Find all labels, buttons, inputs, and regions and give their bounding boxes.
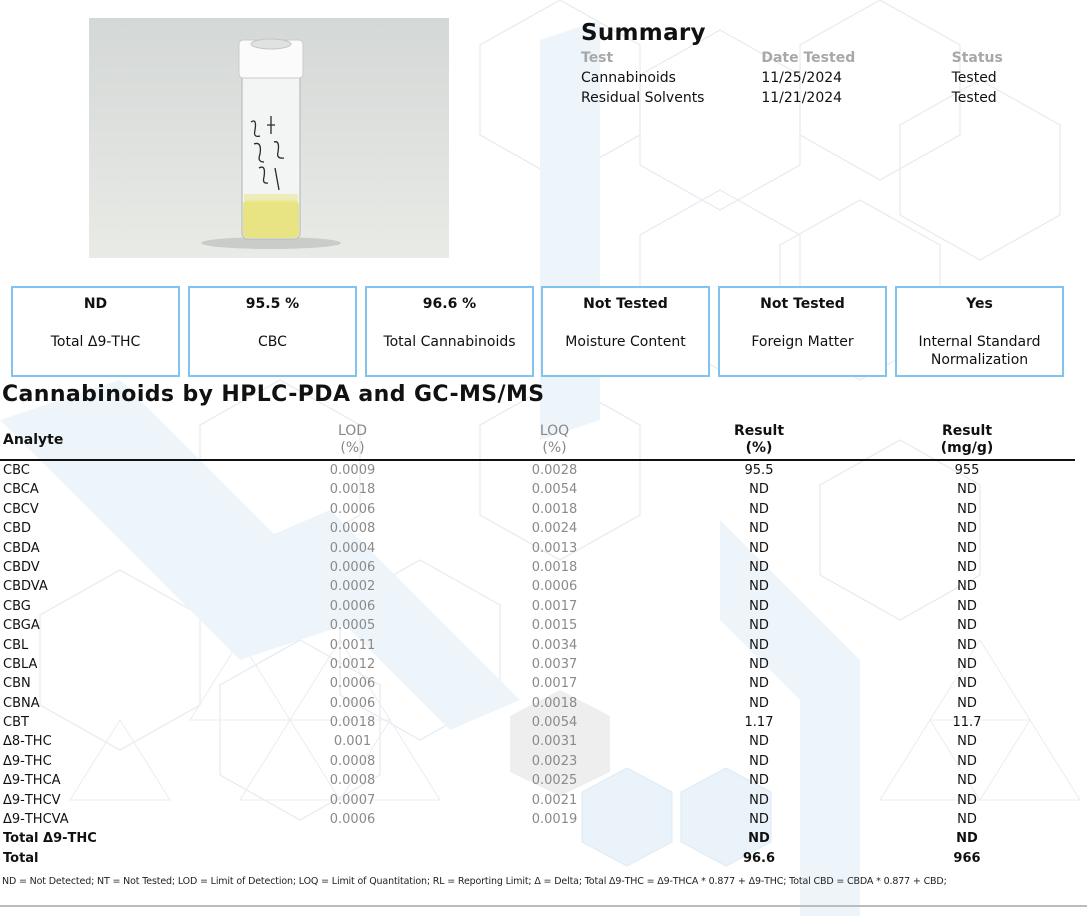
cell-result-mg: ND [957,812,977,828]
cell-result-mg: ND [957,792,977,808]
kpi-value: ND [83,296,108,312]
header-result-pct-label: Result [733,423,785,439]
summary-header-date: Date Tested [761,50,856,66]
kpi-label: Foreign Matter [751,334,854,350]
cell-result-mg: ND [957,618,977,634]
footnote: ND = Not Detected; NT = Not Tested; LOD = Limit of Detection; LOQ = Limit of Quantitation; RL = Reporting Limit; Δ = Delta; Total Δ9-THC = Δ9-THCA * 0.877 + Δ9-THC; Total CBD = CBDA * 0.877 + CBD; [2,876,947,887]
table-row [0,461,1075,480]
table-row [0,732,1075,751]
summary-date: 11/21/2024 [761,90,843,106]
cell-result-pct: ND [748,831,770,847]
cell-result-pct: ND [749,676,769,692]
table-row [0,694,1075,713]
header-result-pct [709,423,809,457]
cell-result-pct: ND [749,753,769,769]
cell-loq: 0.0013 [531,540,578,556]
cell-loq: 0.0028 [531,463,578,478]
kpi-moisture-content [541,286,710,377]
header-lod [300,423,405,457]
cell-result-pct: ND [749,792,769,808]
bottom-divider [0,905,1087,907]
cell-loq: 0.0054 [531,482,578,498]
table-row [0,713,1075,732]
cell-result-pct: 1.17 [744,715,774,731]
table-row [0,771,1075,790]
cell-result-mg: ND [957,676,977,692]
cell-result-mg: ND [957,734,977,750]
cell-result-pct: ND [749,482,769,498]
summary-date: 11/25/2024 [761,70,843,86]
kpi-total-d9-thc [11,286,180,377]
cell-lod: 0.0018 [329,715,376,731]
cell-result-pct: ND [749,656,769,672]
cell-result-mg: 966 [953,850,981,866]
cell-analyte: Δ9-THC [3,753,52,769]
cell-loq: 0.0025 [531,773,578,789]
table-row [0,791,1075,810]
cell-lod: 0.0006 [329,676,376,692]
cell-analyte: Δ9-THCA [3,773,61,789]
summary-panel [581,20,1021,108]
cell-result-pct: ND [749,618,769,634]
cell-analyte: CBNA [3,695,40,711]
table-row [0,752,1075,771]
table-row [0,558,1075,577]
summary-header-status: Status [951,50,1003,66]
kpi-value: 96.6 % [422,296,477,312]
header-loq [502,423,607,457]
cell-result-mg: ND [957,637,977,653]
cell-loq: 0.0018 [531,695,578,711]
kpi-value: Not Tested [583,296,668,312]
sample-vial-icon [89,18,449,258]
cell-loq: 0.0019 [531,812,578,828]
kpi-label: CBC [258,334,287,350]
summary-title: Summary [581,20,706,46]
cell-loq: 0.0024 [531,521,578,537]
cell-result-mg: ND [957,579,977,595]
cell-lod: 0.0009 [329,463,376,478]
cell-loq: 0.0017 [531,598,578,614]
cell-result-mg: ND [957,656,977,672]
cell-result-mg: ND [957,695,977,711]
cell-analyte: Δ9-THCV [3,792,61,808]
kpi-total-cannabinoids [365,286,534,377]
table-row [0,616,1075,635]
cell-result-mg: ND [957,501,977,517]
cell-result-mg: ND [957,540,977,556]
cell-loq: 0.0006 [531,579,578,595]
cell-lod: 0.001 [333,734,372,750]
summary-row [581,88,1021,108]
cell-analyte: CBCV [3,501,39,517]
table-row [0,500,1075,519]
section-title: Cannabinoids by HPLC-PDA and GC-MS/MS [2,382,545,407]
cell-analyte: CBD [3,521,32,537]
cell-result-pct: ND [749,773,769,789]
cell-lod: 0.0008 [329,521,376,537]
cell-analyte: CBLA [3,656,38,672]
cell-result-mg: 955 [954,463,980,478]
cell-analyte: CBDVA [3,579,48,595]
table-row [0,480,1075,499]
cell-result-mg: ND [957,482,977,498]
table-row [0,655,1075,674]
cell-result-mg: ND [957,773,977,789]
cell-loq: 0.0054 [531,715,578,731]
cell-loq: 0.0031 [531,734,578,750]
cell-result-pct: 95.5 [744,463,774,478]
sample-photo [89,18,449,258]
table-total-row [0,829,1075,848]
summary-status: Tested [951,70,997,86]
cell-result-mg: ND [956,831,978,847]
cell-result-pct: ND [749,559,769,575]
summary-test: Residual Solvents [581,90,705,106]
cell-lod: 0.0002 [329,579,376,595]
cell-result-pct: ND [749,637,769,653]
kpi-label: Moisture Content [565,334,686,350]
cell-result-pct: ND [749,540,769,556]
kpi-value: 95.5 % [245,296,300,312]
kpi-value: Yes [966,296,993,312]
cell-loq: 0.0018 [531,559,578,575]
cell-result-pct: ND [749,695,769,711]
cell-lod: 0.0012 [329,656,376,672]
cell-lod: 0.0005 [329,618,376,634]
kpi-strip [11,286,1064,377]
cell-analyte: CBC [3,463,30,478]
header-result-mg-label: Result [941,423,993,439]
cell-lod: 0.0006 [329,501,376,517]
cell-loq: 0.0015 [531,618,578,634]
cell-result-pct: ND [749,501,769,517]
kpi-internal-standard [895,286,1064,377]
cell-lod: 0.0008 [329,753,376,769]
cell-lod: 0.0007 [329,792,376,808]
cell-result-pct: ND [749,598,769,614]
header-lod-label: LOD [337,423,368,439]
table-total-row [0,849,1075,868]
table-row [0,539,1075,558]
cell-analyte: CBL [3,637,29,653]
cell-loq: 0.0017 [531,676,578,692]
header-loq-unit: (%) [542,440,567,456]
header-result-mg [917,423,1017,457]
summary-status: Tested [951,90,997,106]
cell-loq: 0.0018 [531,501,578,517]
kpi-label: Total Δ9-THC [50,334,141,350]
cell-result-mg: 11.7 [952,715,982,731]
header-lod-unit: (%) [340,440,365,456]
summary-row [581,68,1021,88]
cell-analyte: CBG [3,598,31,614]
table-row [0,810,1075,829]
cell-analyte: CBCA [3,482,39,498]
table-row [0,597,1075,616]
cell-lod: 0.0011 [329,637,376,653]
cell-analyte: CBDV [3,559,40,575]
table-body [0,461,1075,868]
header-result-pct-unit: (%) [745,440,773,456]
kpi-value: Not Tested [760,296,845,312]
cell-result-pct: ND [749,734,769,750]
cell-result-pct: 96.6 [742,850,776,866]
cell-result-mg: ND [957,598,977,614]
cell-result-pct: ND [749,579,769,595]
kpi-label: Total Cannabinoids [383,334,516,350]
cell-lod: 0.0004 [329,540,376,556]
header-loq-label: LOQ [539,423,570,439]
cell-lod: 0.0006 [329,598,376,614]
table-row [0,577,1075,596]
cell-lod: 0.0018 [329,482,376,498]
cell-result-mg: ND [957,753,977,769]
kpi-foreign-matter [718,286,887,377]
summary-test: Cannabinoids [581,70,676,86]
summary-header [581,48,1021,68]
cell-loq: 0.0021 [531,792,578,808]
cell-lod: 0.0006 [329,812,376,828]
cell-lod: 0.0006 [329,695,376,711]
cell-loq: 0.0034 [531,637,578,653]
cell-analyte: CBT [3,715,29,731]
header-analyte: Analyte [3,432,64,448]
cell-analyte: Δ9-THCVA [3,812,69,828]
cell-lod: 0.0008 [329,773,376,789]
cell-result-pct: ND [749,521,769,537]
kpi-cbc [188,286,357,377]
cell-analyte: Total [3,850,39,866]
cell-analyte: CBDA [3,540,40,556]
cell-result-mg: ND [957,521,977,537]
table-row [0,674,1075,693]
cell-analyte: Δ8-THC [3,734,52,750]
cell-analyte: CBGA [3,618,40,634]
cell-lod: 0.0006 [329,559,376,575]
kpi-label: Internal Standard Normalization [918,334,1041,368]
cell-analyte: Total Δ9-THC [3,831,97,847]
table-row [0,636,1075,655]
cell-result-pct: ND [749,812,769,828]
cell-result-mg: ND [957,559,977,575]
cell-loq: 0.0023 [531,753,578,769]
header-result-mg-unit: (mg/g) [940,440,994,456]
summary-header-test: Test [581,50,614,66]
table-row [0,519,1075,538]
table-header [0,422,1075,461]
cell-loq: 0.0037 [531,656,578,672]
cell-analyte: CBN [3,676,31,692]
